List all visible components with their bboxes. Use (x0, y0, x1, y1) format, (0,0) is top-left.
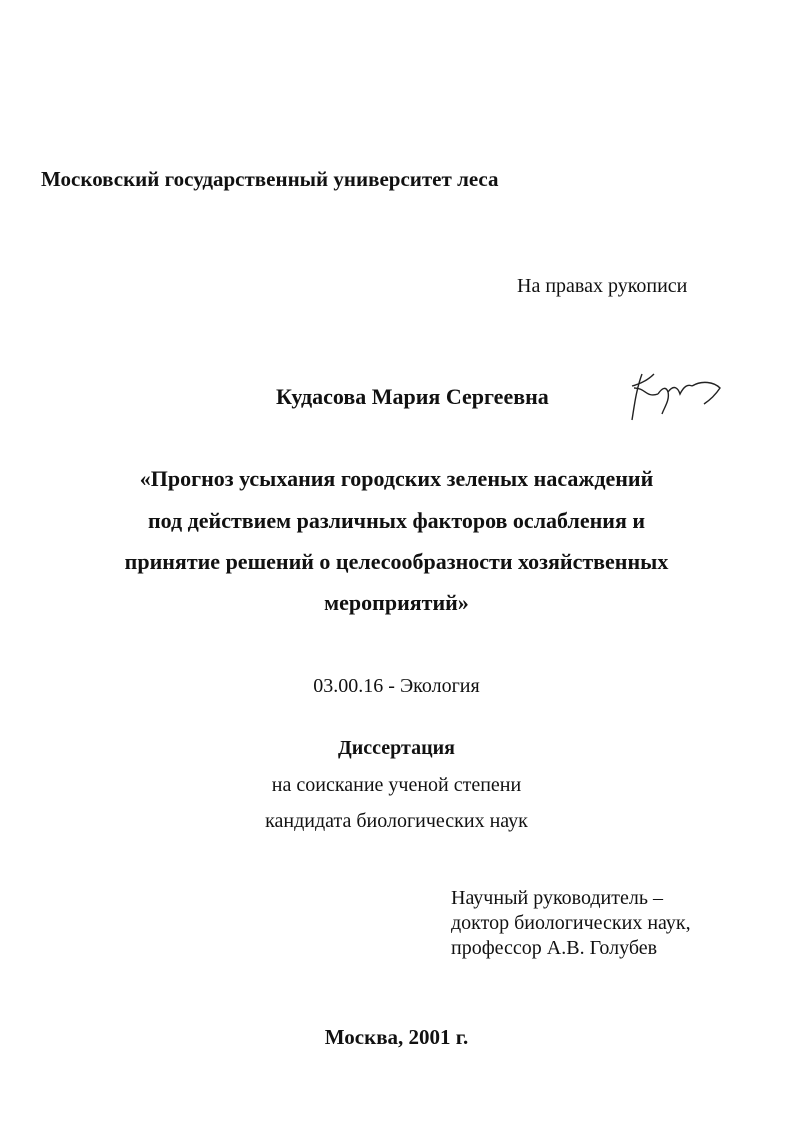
thesis-title-line-3: принятие решений о целесообразности хозяйственных (124, 549, 669, 574)
university-name: Московский государственный университет леса (41, 167, 499, 191)
thesis-title-line-2: под действием различных факторов ослабления и (147, 508, 646, 533)
author-signature (628, 364, 724, 426)
supervisor-line-1: Научный руководитель – (451, 887, 663, 909)
thesis-type: Диссертация (338, 737, 455, 759)
author-name: Кудасова Мария Сергеевна (276, 384, 549, 409)
specialty-code: 03.00.16 - Экология (313, 675, 480, 697)
degree-line-1: на соискание ученой степени (271, 774, 522, 796)
supervisor-line-3: профессор А.В. Голубев (451, 937, 658, 959)
place-and-year: Москва, 2001 г. (324, 1025, 469, 1049)
thesis-title-line-4: мероприятий» (324, 590, 469, 615)
thesis-title-line-1: «Прогноз усыхания городских зеленых насаждений (139, 466, 654, 491)
supervisor-line-2: доктор биологических наук, (451, 912, 691, 934)
degree-line-2: кандидата биологических наук (265, 810, 528, 832)
manuscript-note: На правах рукописи (517, 275, 688, 297)
